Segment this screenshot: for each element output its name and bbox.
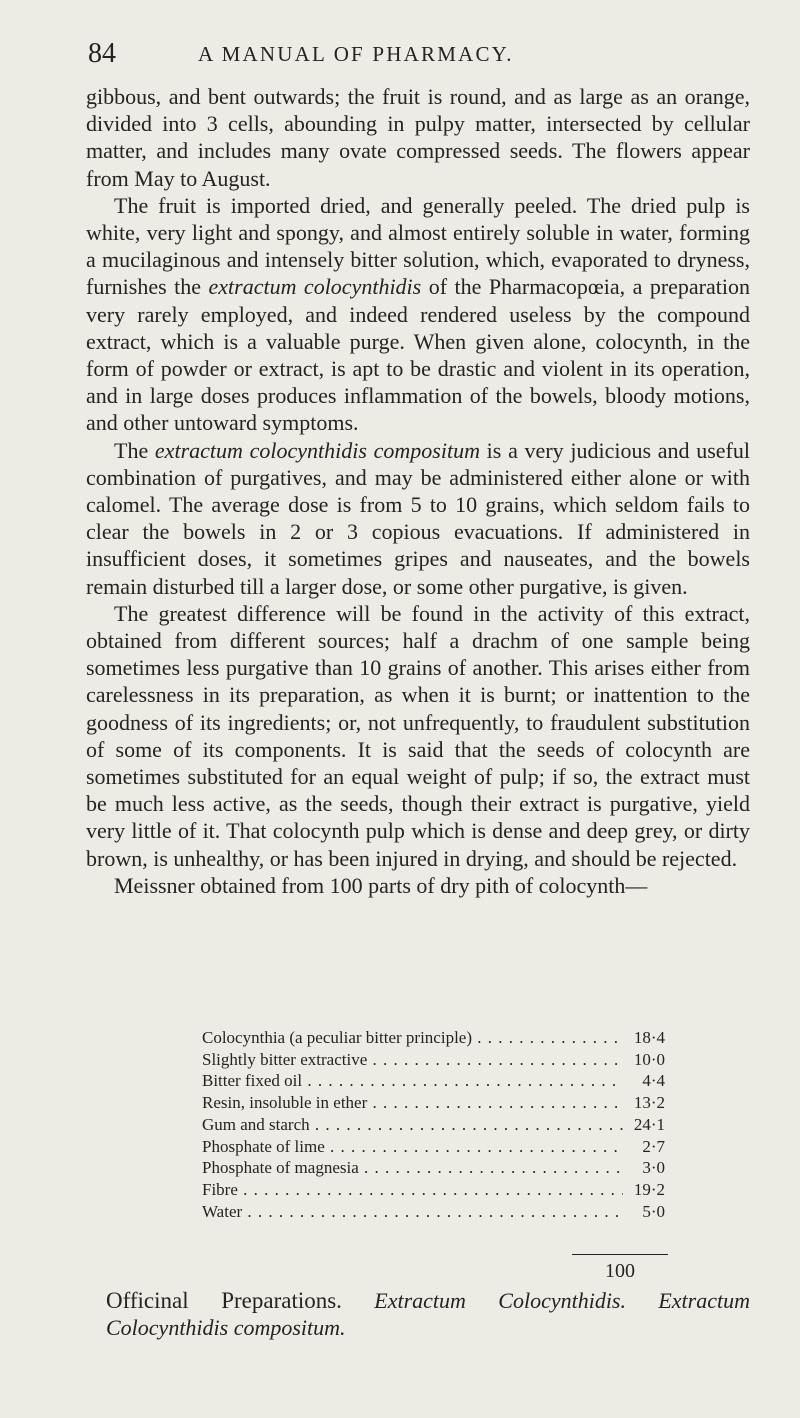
composition-name: Colocynthia (a peculiar bitter principle) . . .	[202, 1027, 623, 1049]
page-number: 84	[88, 38, 116, 69]
composition-name: Gum and starch . . .	[202, 1114, 623, 1136]
paragraph	[86, 872, 750, 899]
text-run: is a very judicious and useful combination of purgatives, and may be administered either alone or with calomel. The average dose is from 5 to 10 grains, which seldom fails to clear the bowels in 2 or 3 copious evacuations. If administered in insufficient doses, it sometimes gripes and nauseates, and the bowels remain disturbed till a larger dose, or some other purgative, is given.	[86, 437, 750, 599]
composition-name: Phosphate of magnesia . . .	[202, 1157, 623, 1179]
total-rule	[572, 1254, 668, 1255]
running-title: A MANUAL OF PHARMACY.	[198, 42, 514, 66]
composition-row	[202, 1092, 665, 1114]
composition-value: 4·4	[642, 1071, 665, 1091]
body-text	[86, 83, 750, 899]
text-run: The greatest difference will be found in the activity of this extract, obtained from different sources; half a drachm of one sample being sometimes less purgative than 10 grains of another. This arises either from carelessness in its preparation, as when it is burnt; or inattention to the goodness of its ingredients; or, not unfrequently, to fraudulent substitution of some of its components. It is said that the seeds of colocynth are sometimes substituted for an equal weight of pulp; if so, the extract must be much less active, as the seeds, though their extract is purgative, yield very little of it. That colocynth pulp which is dense and deep grey, or dirty brown, is unhealthy, or has been injured in drying, and should be rejected.	[86, 600, 750, 871]
composition-row	[202, 1136, 665, 1158]
composition-value: 24·1	[633, 1114, 665, 1134]
text-run: The	[114, 437, 155, 463]
composition-row	[202, 1201, 665, 1223]
officinal-preparations	[106, 1287, 750, 1341]
italic-term: extractum colocynthidis	[208, 274, 422, 300]
composition-name: Resin, insoluble in ether . . .	[202, 1092, 623, 1114]
paragraph	[86, 600, 750, 872]
text-run: Meissner obtained from 100 parts of dry pith of colocynth—	[114, 872, 648, 898]
composition-value: 10·0	[633, 1049, 665, 1069]
composition-name: Water . . .	[202, 1201, 623, 1223]
composition-value: 5·0	[642, 1201, 665, 1221]
paragraph	[86, 437, 750, 600]
composition-row	[202, 1114, 665, 1136]
composition-row	[202, 1157, 665, 1179]
composition-value: 3·0	[642, 1158, 665, 1178]
composition-row	[202, 1027, 665, 1049]
composition-row	[202, 1179, 665, 1201]
text-run: gibbous, and bent outwards; the fruit is round, and as large as an orange, divided into 3 cells, abounding in pulpy matter, intersected by cellular matter, and includes many ovate compressed seeds. The flowers appear from May to August.	[86, 84, 750, 191]
composition-name: Slightly bitter extractive . . .	[202, 1049, 623, 1071]
text-run: The fruit is imported dried, and generally peeled. The dried pulp is white, very light and spongy, and almost entirely soluble in water, forming a mucilaginous and intensely bitter solution, which, evaporated to dryness, furnishes the	[86, 192, 750, 300]
composition-name: Bitter fixed oil . . .	[202, 1070, 623, 1092]
composition-row	[202, 1070, 665, 1092]
italic-term: extractum colocynthidis compositum	[154, 437, 480, 463]
composition-value: 19·2	[633, 1179, 665, 1199]
composition-name: Fibre . . .	[202, 1179, 623, 1201]
composition-value: 18·4	[633, 1028, 665, 1047]
text-run: of the Pharmacopœia, a preparation very rarely employed, and indeed rendered useless by the compound extract, which is a valuable purge. When given alone, colocynth, in the form of powder or extract, is apt to be drastic and violent in its operation, and in large doses produces inflammation of the bowels, bloody motions, and other untoward symptoms.	[86, 274, 750, 436]
paragraph	[86, 83, 750, 192]
officinal-items: Extractum Colocynthidis. Extractum Colocynthidis compositum.	[106, 1288, 750, 1340]
composition-table	[202, 1027, 665, 1222]
composition-value: 13·2	[633, 1093, 665, 1113]
page-header	[88, 38, 748, 74]
composition-row	[202, 1049, 665, 1071]
composition-value: 2·7	[642, 1136, 665, 1156]
composition-name: Phosphate of lime . . .	[202, 1136, 623, 1158]
officinal-label: Officinal Preparations.	[106, 1288, 342, 1313]
composition-total: 100	[605, 1260, 635, 1282]
paragraph	[86, 192, 750, 437]
